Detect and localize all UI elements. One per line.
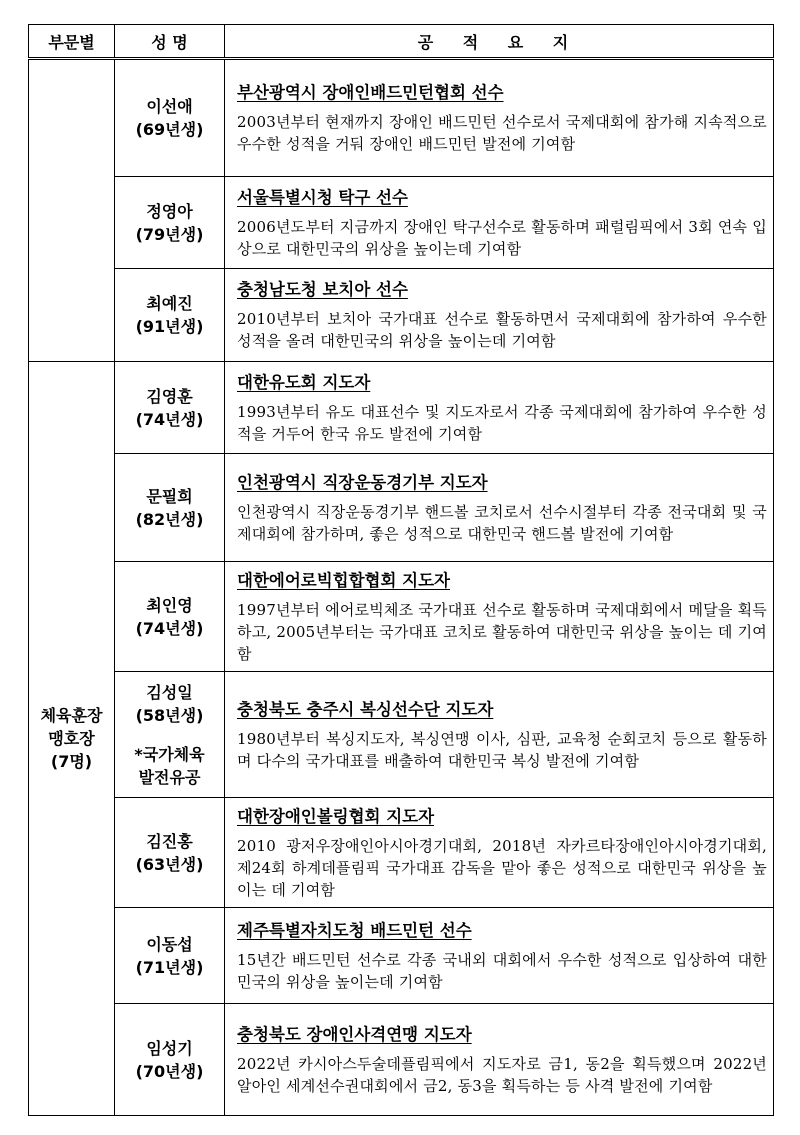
table-row [29, 269, 774, 362]
organization-title: 대한에어로빅힙합협회 지도자 [237, 570, 450, 590]
organization-title: 서울특별시청 탁구 선수 [237, 187, 408, 207]
name-cell [115, 454, 225, 562]
category-line: (7명) [50, 752, 93, 771]
person-name: 김영훈 [146, 386, 193, 406]
merit-description: 15년간 배드민턴 선수로 각종 국내외 대회에서 우수한 성적으로 입상하여 대한민국의 위상을 높이는데 기여함 [237, 950, 767, 991]
merit-description: 1997년부터 에어로빅체조 국가대표 선수로 활동하며 국제대회에서 메달을 획득하고, 2005년부터는 국가대표 코치로 활동하여 대한민국 위상을 높이는 데 기여함 [237, 600, 767, 663]
merit-cell [225, 454, 774, 562]
merit-description: 2010 광저우장애인아시아경기대회, 2018년 자카르타장애인아시아경기대회, 제24회 하계데플림픽 국가대표 감독을 맡아 좋은 성적으로 대한민국 위상을 높이는 데 기여함 [237, 836, 767, 899]
person-name: 임성기 [146, 1038, 193, 1058]
merit-cell [225, 908, 774, 1004]
header-row [29, 25, 774, 59]
category-cell [29, 362, 115, 1116]
person-name: 이동섭 [146, 934, 193, 954]
birth-year: (74년생) [135, 618, 204, 638]
table-row [29, 908, 774, 1004]
organization-title: 대한유도회 지도자 [237, 372, 371, 392]
birth-year: (82년생) [135, 509, 204, 529]
organization-title: 제주특별자치도청 배드민턴 선수 [237, 920, 472, 940]
category-cell [29, 59, 115, 362]
organization-title: 부산광역시 장애인배드민턴협회 선수 [237, 83, 504, 102]
name-cell [115, 672, 225, 798]
birth-year: (58년생) [135, 705, 204, 725]
name-cell [115, 177, 225, 269]
person-name: 김진홍 [146, 831, 193, 851]
merit-cell [225, 562, 774, 672]
birth-year: (70년생) [135, 1061, 204, 1081]
organization-title: 충청북도 장애인사격연맹 지도자 [237, 1024, 472, 1044]
merit-description: 2006년도부터 지금까지 장애인 탁구선수로 활동하며 패럴림픽에서 3회 연속 입상으로 대한민국의 위상을 높이는데 기여함 [237, 217, 767, 258]
person-name: 최예진 [146, 294, 193, 313]
merit-cell [225, 798, 774, 908]
category-line: 체육훈장 [40, 706, 103, 725]
table-row [29, 59, 774, 177]
table-row [29, 562, 774, 672]
header-merit: 공 적 요 지 [225, 25, 774, 59]
merit-cell [225, 1004, 774, 1116]
organization-title: 대한장애인볼링협회 지도자 [237, 806, 435, 826]
birth-year: (71년생) [135, 957, 204, 977]
birth-year: (69년생) [135, 120, 204, 139]
organization-title: 충청남도청 보치아 선수 [237, 280, 408, 299]
name-cell [115, 362, 225, 454]
name-cell [115, 269, 225, 362]
header-name: 성 명 [115, 25, 225, 59]
birth-year: (79년생) [135, 224, 204, 244]
merit-description: 2003년부터 현재까지 장애인 배드민턴 선수로서 국제대회에 참가해 지속적으로 우수한 성적을 거둬 장애인 배드민턴 발전에 기여함 [237, 113, 767, 153]
table-row [29, 362, 774, 454]
organization-title: 인천광역시 직장운동경기부 지도자 [237, 472, 488, 492]
name-cell [115, 908, 225, 1004]
award-note-line: 발전유공 [138, 767, 201, 787]
award-note [116, 743, 223, 789]
person-name: 김성일 [146, 682, 193, 702]
merit-description: 인천광역시 직장운동경기부 핸드볼 코치로서 선수시절부터 각종 전국대회 및 국제대회에 참가하며, 좋은 성적으로 대한민국 핸드볼 발전에 기여함 [237, 502, 767, 543]
name-cell [115, 562, 225, 672]
table-row [29, 798, 774, 908]
merit-cell [225, 59, 774, 177]
awards-table [28, 24, 774, 1116]
organization-title: 충청북도 충주시 복싱선수단 지도자 [237, 699, 494, 719]
birth-year: (74년생) [135, 409, 204, 429]
award-note-line: *국가체육 [134, 744, 205, 764]
merit-description: 1980년부터 복싱지도자, 복싱연맹 이사, 심판, 교육청 순회코치 등으로 활동하며 다수의 국가대표를 배출하여 대한민국 복싱 발전에 기여함 [237, 729, 767, 770]
merit-description: 2022년 카시아스두술데플림픽에서 지도자로 금1, 동2을 획득했으며 2022년 알아인 세계선수권대회에서 금2, 동3을 획득하는 등 사격 발전에 기여함 [237, 1054, 767, 1095]
name-cell [115, 59, 225, 177]
name-cell [115, 1004, 225, 1116]
table-row [29, 177, 774, 269]
person-name: 정영아 [146, 201, 193, 221]
birth-year: (91년생) [135, 317, 204, 336]
table-row [29, 672, 774, 798]
person-name: 문필희 [146, 486, 193, 506]
person-name: 최인영 [146, 595, 193, 615]
merit-cell [225, 672, 774, 798]
category-line: 맹호장 [48, 729, 95, 748]
birth-year: (63년생) [135, 854, 204, 874]
merit-description: 2010년부터 보치아 국가대표 선수로 활동하면서 국제대회에 참가하여 우수한 성적을 올려 대한민국의 위상을 높이는데 기여함 [237, 310, 767, 350]
table-row [29, 454, 774, 562]
person-name: 이선애 [146, 97, 193, 116]
name-cell [115, 798, 225, 908]
merit-cell [225, 177, 774, 269]
table-row [29, 1004, 774, 1116]
merit-cell [225, 362, 774, 454]
merit-description: 1993년부터 유도 대표선수 및 지도자로서 각종 국제대회에 참가하여 우수한 성적을 거두어 한국 유도 발전에 기여함 [237, 402, 767, 443]
header-category: 부문별 [29, 25, 115, 59]
merit-cell [225, 269, 774, 362]
